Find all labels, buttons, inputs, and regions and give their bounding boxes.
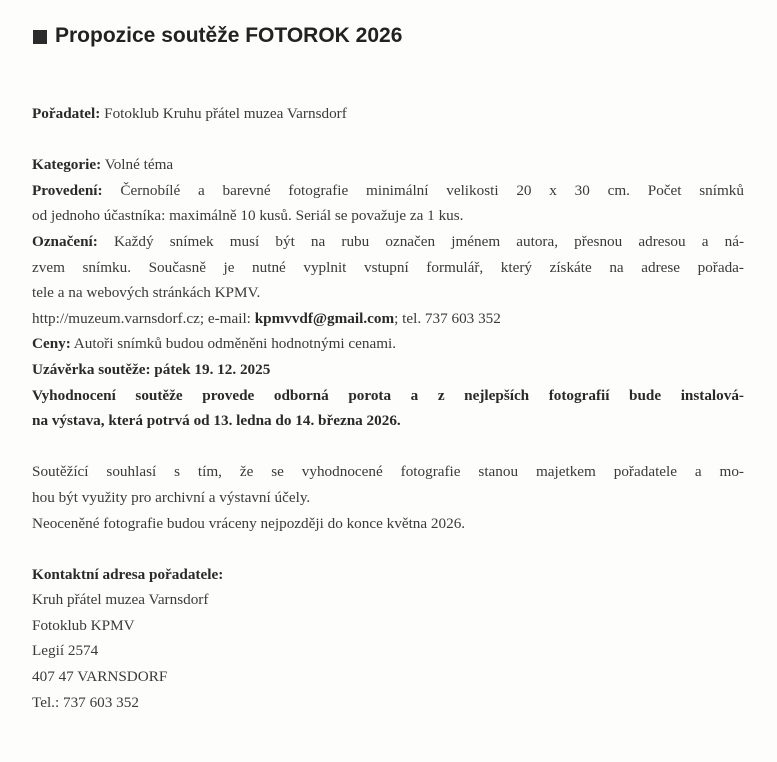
evaluation-line-1: Vyhodnocení soutěže provede odborná porota a z nejlepších fotografií bude instalová-: [32, 386, 744, 404]
marking-text-1: Každý snímek musí být na rubu označen jménem autora, přesnou adresou a ná-: [113, 232, 744, 250]
execution-line-2: od jednoho účastníka: maximálně 10 kusů. Seriál se považuje za 1 kus.: [32, 207, 464, 225]
contact-phone-line: Tel.: 737 603 352: [32, 693, 139, 711]
consent-line-1: Soutěžící souhlasí s tím, že se vyhodnocené fotografie stanou majetkem pořadatele a mo-: [32, 463, 744, 481]
marking-line-1: [32, 229, 744, 255]
prizes-label: Ceny:: [32, 335, 71, 353]
execution-label: Provedení:: [32, 181, 103, 199]
bullet-square-icon: [33, 30, 47, 44]
contact-title: Kontaktní adresa pořadatele:: [32, 565, 224, 583]
deadline-line: Uzávěrka soutěže: pátek 19. 12. 2025: [32, 360, 271, 378]
spacer: [32, 536, 744, 562]
category-line: [32, 152, 744, 178]
contact-address-line: Legií 2574: [32, 642, 99, 660]
organizer-line: [32, 101, 744, 127]
contact-address-line: 407 47 VARNSDORF: [32, 668, 168, 686]
consent-line-3: Neoceněné fotografie budou vráceny nejpozději do konce května 2026.: [32, 514, 466, 532]
phone-text: ; tel. 737 603 352: [394, 309, 501, 327]
category-label: Kategorie:: [32, 156, 102, 174]
contact-address-line: Fotoklub KPMV: [32, 616, 135, 634]
website-text: http://muzeum.varnsdorf.cz; e-mail:: [32, 309, 255, 327]
contact-links-line: [32, 306, 744, 332]
spacer: [32, 434, 744, 460]
document-body: [32, 101, 744, 715]
evaluation-line-2: na výstava, která potrvá od 13. ledna do 14. března 2026.: [32, 412, 401, 430]
prizes-value: Autoři snímků budou odměněni hodnotnými cenami.: [73, 335, 397, 353]
category-value: Volné téma: [104, 156, 174, 174]
email-address: kpmvvdf@gmail.com: [254, 309, 395, 327]
organizer-label: Pořadatel:: [32, 105, 101, 122]
spacer: [32, 127, 744, 153]
marking-line-2: zvem snímku. Současně je nutné vyplnit vstupní formulář, který získáte na adrese pořada-: [32, 258, 744, 276]
execution-line-1: [32, 178, 744, 204]
marking-label: Označení:: [32, 232, 98, 250]
prizes-line: [32, 331, 744, 357]
page-title-text: Propozice soutěže FOTOROK 2026: [55, 24, 403, 47]
page-title: [33, 24, 402, 48]
execution-text-1: Černobílé a barevné fotografie minimální velikosti 20 x 30 cm. Počet snímků: [120, 181, 744, 199]
consent-line-2: hou být využity pro archivní a výstavní účely.: [32, 488, 311, 506]
marking-line-3: tele a na webových stránkách KPMV.: [32, 284, 261, 302]
organizer-value: Fotoklub Kruhu přátel muzea Varnsdorf: [104, 105, 347, 122]
contact-address-line: Kruh přátel muzea Varnsdorf: [32, 591, 209, 609]
